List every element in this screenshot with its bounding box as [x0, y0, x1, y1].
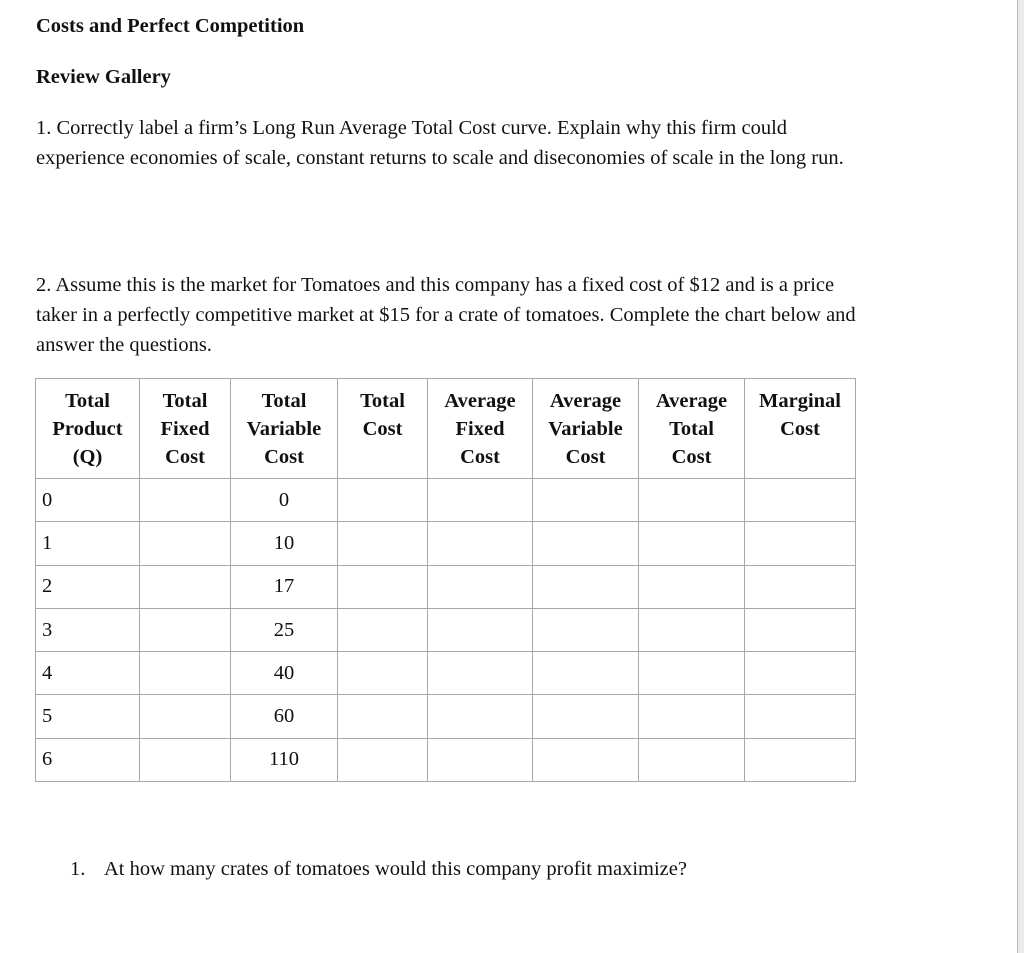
- column-header-line: Total: [360, 389, 405, 412]
- cell-total-variable-cost: 110: [231, 738, 338, 781]
- sub-question-text: At how many crates of tomatoes would this company profit maximize?: [104, 858, 687, 880]
- column-header-line: Total: [162, 389, 208, 412]
- column-header: [639, 379, 745, 479]
- cell-quantity: 4: [36, 652, 140, 695]
- cell-empty: [533, 479, 639, 522]
- column-header-line: Variable: [548, 417, 623, 440]
- column-header-line: (Q): [72, 445, 103, 468]
- column-header-line: Total: [669, 417, 714, 440]
- cell-empty: [140, 652, 231, 695]
- cost-table: [35, 378, 856, 782]
- cell-empty: [745, 522, 856, 565]
- cell-empty: [745, 695, 856, 738]
- column-header-line: Marginal: [759, 389, 841, 412]
- table-row: [36, 738, 856, 781]
- column-header-line: Total: [261, 389, 307, 412]
- column-header-line: Cost: [671, 445, 712, 468]
- column-header-line: Fixed: [160, 417, 210, 440]
- column-header-line: Fixed: [455, 417, 505, 440]
- table-row: [36, 565, 856, 608]
- cell-quantity: 0: [36, 479, 140, 522]
- column-header-line: Cost: [460, 445, 500, 468]
- column-header-line: Cost: [362, 417, 403, 440]
- table-row: [36, 652, 856, 695]
- cell-empty: [428, 565, 533, 608]
- column-header-line: Cost: [264, 445, 304, 468]
- cell-empty: [745, 479, 856, 522]
- cell-total-variable-cost: 17: [231, 565, 338, 608]
- cell-quantity: 5: [36, 695, 140, 738]
- cell-empty: [428, 522, 533, 565]
- column-header-line: [338, 443, 427, 471]
- cell-total-variable-cost: 40: [231, 652, 338, 695]
- cell-empty: [338, 565, 428, 608]
- cell-empty: [745, 565, 856, 608]
- column-header: [428, 379, 533, 479]
- cell-empty: [639, 522, 745, 565]
- cell-quantity: 3: [36, 608, 140, 651]
- cell-empty: [533, 565, 639, 608]
- column-header-line: Average: [549, 389, 622, 412]
- sub-question-number: 1.: [70, 858, 86, 880]
- column-header: [36, 379, 140, 479]
- cell-empty: [140, 565, 231, 608]
- cell-empty: [140, 695, 231, 738]
- column-header: [745, 379, 856, 479]
- column-header-line: Product: [52, 417, 123, 440]
- column-header: [140, 379, 231, 479]
- cell-quantity: 6: [36, 738, 140, 781]
- cell-empty: [639, 738, 745, 781]
- column-header-line: Total: [65, 389, 110, 412]
- cell-empty: [428, 479, 533, 522]
- question-2: 2. Assume this is the market for Tomatoes and this company has a fixed cost of $12 and is a price taker in a perfectly competitive market at $15 for a crate of tomatoes. Complete the chart below and answer the questions.: [36, 274, 856, 356]
- column-header: [231, 379, 338, 479]
- cell-empty: [533, 652, 639, 695]
- cell-empty: [140, 522, 231, 565]
- column-header: [338, 379, 428, 479]
- cell-empty: [639, 695, 745, 738]
- cell-empty: [533, 608, 639, 651]
- table-row: [36, 479, 856, 522]
- column-header-line: Average: [655, 389, 728, 412]
- cell-quantity: 1: [36, 522, 140, 565]
- cell-quantity: 2: [36, 565, 140, 608]
- cell-empty: [428, 652, 533, 695]
- column-header-line: Cost: [565, 445, 606, 468]
- table-row: [36, 522, 856, 565]
- cell-total-variable-cost: 60: [231, 695, 338, 738]
- cell-total-variable-cost: 25: [231, 608, 338, 651]
- cell-empty: [338, 479, 428, 522]
- cell-empty: [338, 695, 428, 738]
- column-header-line: Variable: [246, 417, 322, 440]
- cell-empty: [338, 652, 428, 695]
- cell-empty: [428, 608, 533, 651]
- cell-empty: [428, 695, 533, 738]
- cell-empty: [533, 695, 639, 738]
- cell-empty: [140, 608, 231, 651]
- section-heading: Review Gallery: [36, 66, 171, 88]
- cell-empty: [140, 738, 231, 781]
- cell-empty: [639, 652, 745, 695]
- cell-empty: [338, 522, 428, 565]
- cell-empty: [338, 738, 428, 781]
- cell-total-variable-cost: 0: [231, 479, 338, 522]
- question-1: 1. Correctly label a firm’s Long Run Average Total Cost curve. Explain why this firm could experience economies of scale, constant returns to scale and diseconomies of scale in the long run.: [36, 117, 844, 169]
- document-title: Costs and Perfect Competition: [36, 15, 305, 37]
- cell-empty: [338, 608, 428, 651]
- column-header-line: Average: [444, 389, 516, 412]
- column-header-line: Cost: [165, 445, 205, 468]
- cell-empty: [639, 479, 745, 522]
- column-header-line: [745, 443, 855, 471]
- column-header-line: Cost: [780, 417, 820, 440]
- cell-empty: [745, 608, 856, 651]
- sub-question-1: [70, 858, 687, 881]
- cell-empty: [745, 738, 856, 781]
- cell-empty: [533, 522, 639, 565]
- cell-empty: [745, 652, 856, 695]
- cell-total-variable-cost: 10: [231, 522, 338, 565]
- cell-empty: [639, 608, 745, 651]
- table-row: [36, 608, 856, 651]
- cell-empty: [428, 738, 533, 781]
- cell-empty: [140, 479, 231, 522]
- column-header: [533, 379, 639, 479]
- cell-empty: [533, 738, 639, 781]
- table-row: [36, 695, 856, 738]
- cell-empty: [639, 565, 745, 608]
